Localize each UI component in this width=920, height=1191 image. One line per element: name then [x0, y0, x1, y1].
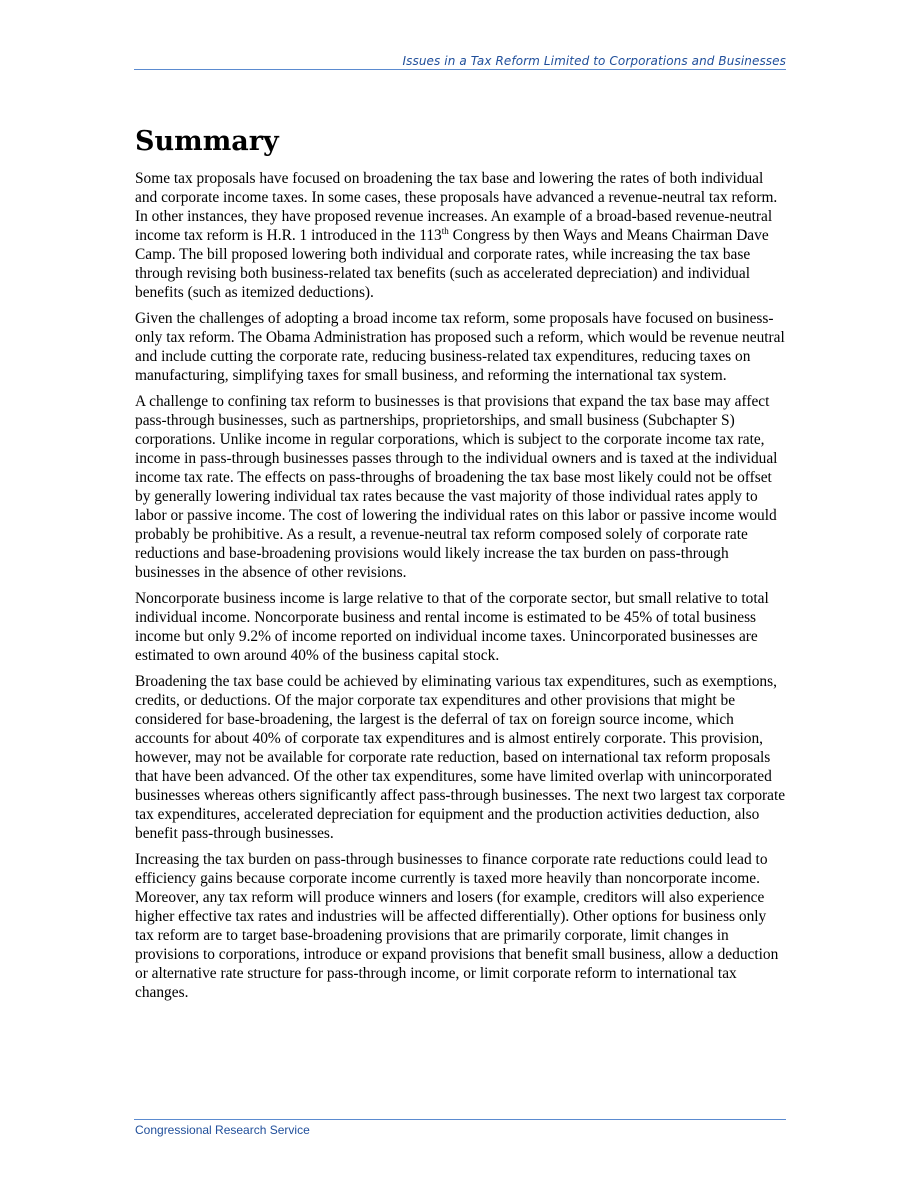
- footer-organization: Congressional Research Service: [135, 1123, 310, 1137]
- header-rule: [134, 69, 786, 70]
- paragraph-1-text-a: Some tax proposals have focused on broadening the tax base and lowering the rates of both individual and corporate income taxes. In some cases, these proposals have advanced a revenue-neutral tax reform. In other instances, they have proposed revenue increases. An example of a broad-based revenue-neutral income tax reform is H.R. 1 introduced in the 113: [135, 170, 778, 244]
- paragraph-4: Noncorporate business income is large relative to that of the corporate sector, but small relative to total individual income. Noncorporate business and rental income is estimated to be 45% of total business income but only 9.2% of income reported on individual income taxes. Unincorporated businesses are estimated to own around 40% of the business capital stock.: [135, 590, 769, 664]
- footer-rule: [134, 1119, 786, 1120]
- paragraph-2: Given the challenges of adopting a broad income tax reform, some proposals have focused on business-only tax reform. The Obama Administration has proposed such a reform, which would be revenue neutral and include cutting the corporate rate, reducing business-related tax expenditures, reducing taxes on manufacturing, simplifying taxes for small business, and reforming the international tax system.: [135, 310, 785, 384]
- section-title: Summary: [135, 126, 279, 157]
- paragraph-1: [135, 169, 787, 302]
- main-content: [135, 124, 787, 1009]
- paragraph-5: Broadening the tax base could be achieved by eliminating various tax expenditures, such as exemptions, credits, or deductions. Of the major corporate tax expenditures and other provisions that might be considered for base-broadening, the largest is the deferral of tax on foreign source income, which accounts for about 40% of corporate tax expenditures and is almost entirely corporate. This provision, however, may not be available for corporate rate reduction, based on international tax reform proposals that have been advanced. Of the other tax expenditures, some have limited overlap with unincorporated businesses whereas others significantly affect pass-through businesses. The next two largest tax corporate tax expenditures, accelerated depreciation for equipment and the production activities deduction, also benefit pass-through businesses.: [135, 673, 786, 842]
- paragraph-6: Increasing the tax burden on pass-through businesses to finance corporate rate reductions could lead to efficiency gains because corporate income currently is taxed more heavily than noncorporate income. Moreover, any tax reform will produce winners and losers (for example, creditors will also experience higher effective tax rates and industries will be affected differentially). Other options for business only tax reform are to target base-broadening provisions that are primarily corporate, limit changes in provisions to corporations, introduce or expand provisions that benefit small business, allow a deduction or alternative rate structure for pass-through income, or limit corporate reform to international tax changes.: [135, 851, 779, 1001]
- ordinal-superscript: th: [441, 225, 449, 236]
- paragraph-1-text-b: Congress by then Ways and Means Chairman Dave Camp. The bill proposed lowering both individual and corporate rates, while increasing the tax base through revising both business-related tax benefits (such as accelerated depreciation) and individual benefits (such as itemized deductions).: [135, 227, 769, 301]
- running-header-title: Issues in a Tax Reform Limited to Corporations and Businesses: [402, 54, 786, 68]
- paragraph-3: A challenge to confining tax reform to businesses is that provisions that expand the tax base may affect pass-through businesses, such as partnerships, proprietorships, and small business (Subchapter S) corporations. Unlike income in regular corporations, which is subject to the corporate income tax rate, income in pass-through businesses passes through to the individual owners and is taxed at the individual income tax rate. The effects on pass-throughs of broadening the tax base most likely could not be offset by generally lowering individual tax rates because the vast majority of those individual rates apply to labor or passive income. The cost of lowering the individual rates on this labor or passive income would probably be prohibitive. As a result, a revenue-neutral tax reform composed solely of corporate rate reductions and base-broadening provisions would likely increase the tax burden on pass-through businesses in the absence of other revisions.: [135, 393, 778, 581]
